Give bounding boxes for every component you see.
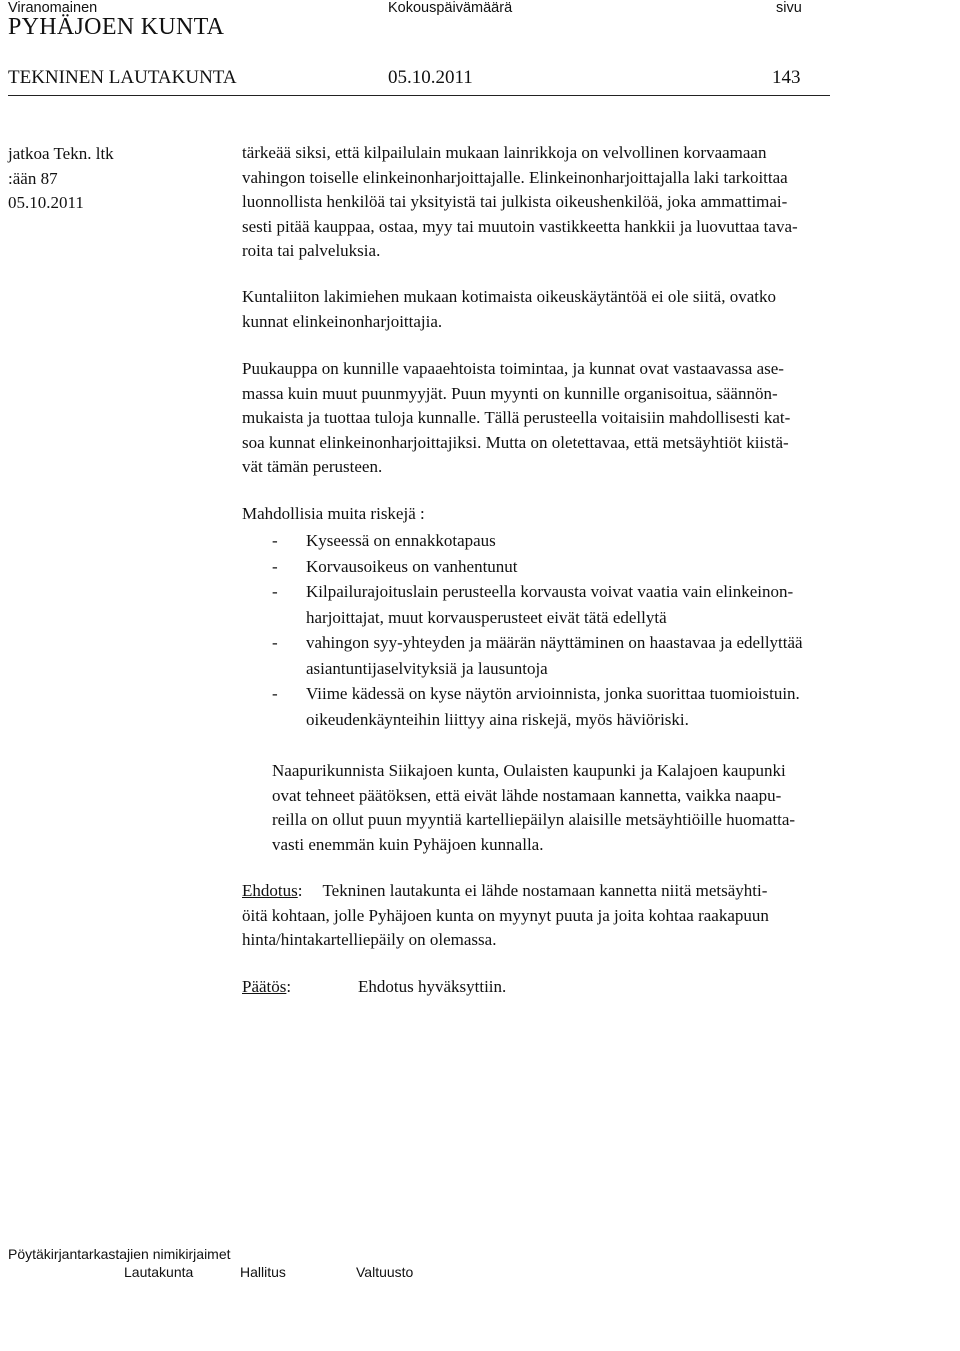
text-line: asiantuntijaselvityksiä ja lausuntoja	[306, 658, 548, 678]
footer-signatures-label: Pöytäkirjantarkastajien nimikirjaimet	[8, 1246, 231, 1262]
decision-colon: :	[286, 977, 292, 996]
neighbors-paragraph	[272, 759, 912, 857]
footer-col-lautakunta: Lautakunta	[124, 1264, 194, 1280]
text-line: mukaista ja tuottaa tuloja kunnalle. Tällä perusteella voitaisiin mahdollisesti kat-	[242, 408, 791, 427]
decision-label: Päätös	[242, 977, 287, 996]
margin-note-line2: :ään 87	[8, 169, 58, 188]
proposal-colon: :	[297, 881, 303, 900]
text-line: Korvausoikeus on vanhentunut	[306, 556, 518, 576]
meeting-date: 05.10.2011	[388, 67, 473, 88]
list-dash: -	[272, 582, 278, 601]
text-line: ovat tehneet päätöksen, että eivät lähde nostamaan kannetta, vaikka naapu-	[272, 785, 782, 805]
list-item	[272, 579, 912, 630]
text-line: vahingon toiselle elinkeinonharjoittajalle. Elinkeinonharjoittajalla laki tarkoittaa	[242, 167, 788, 187]
header-label-meeting-date: Kokouspäivämäärä	[388, 0, 513, 16]
proposal-label: Ehdotus	[242, 881, 298, 900]
text-line: massa kuin muut puunmyyjät. Puun myynti on kunnille organisoitua, säännön-	[242, 383, 778, 403]
list-item	[272, 528, 912, 554]
proposal-first-line	[242, 879, 907, 904]
margin-note-line3: 05.10.2011	[8, 193, 84, 212]
proposal-section	[242, 879, 907, 953]
text-line: soa kunnat elinkeinonharjoittajiksi. Mutta on oletettavaa, että metsäyhtiöt kiistä-	[242, 432, 789, 452]
list-dash: -	[272, 556, 278, 576]
decision-text: Ehdotus hyväksyttiin.	[358, 977, 507, 996]
text-line: hinta/hintakartelliepäily on olemassa.	[242, 930, 497, 949]
decision-label-wrap	[242, 975, 291, 999]
intro-paragraph	[242, 141, 907, 264]
text-line: vät tämän perusteen.	[242, 457, 383, 476]
committee-name: TEKNINEN LAUTAKUNTA	[8, 67, 237, 88]
text-line: öitä kohtaan, jolle Pyhäjoen kunta on myynyt puuta ja joita kohtaa raakapuun	[242, 905, 769, 925]
page-number: 143	[772, 67, 801, 88]
list-item	[272, 630, 912, 681]
text-line: Naapurikunnista Siikajoen kunta, Oulaisten kaupunki ja Kalajoen kaupunki	[272, 761, 786, 780]
text-line: vahingon syy-yhteyden ja määrän näyttäminen on haastavaa ja edellyttää	[306, 633, 803, 652]
proposal-text: Tekninen lautakunta ei lähde nostamaan kannetta niitä metsäyhti-	[322, 881, 768, 900]
list-item	[272, 681, 912, 732]
text-line: sesti pitää kauppaa, ostaa, myy tai muutoin vastikkeetta hankkii ja luovuttaa tava-	[242, 216, 798, 236]
kuntaliitto-paragraph	[242, 285, 907, 334]
text-line: Viime kädessä on kyse näytön arvioinnista, jonka suorittaa tuomioistuin.	[306, 684, 800, 703]
list-dash: -	[272, 531, 278, 550]
footer-col-valtuusto: Valtuusto	[356, 1264, 414, 1280]
text-line: Puukauppa on kunnille vapaaehtoista toimintaa, ja kunnat ovat vastaavassa ase-	[242, 359, 784, 378]
footer-col-hallitus: Hallitus	[240, 1264, 286, 1280]
text-line: vasti enemmän kuin Pyhäjoen kunnalla.	[272, 834, 544, 854]
margin-note-line1: jatkoa Tekn. ltk	[8, 144, 114, 163]
organization-name: PYHÄJOEN KUNTA	[8, 14, 225, 40]
text-line: luonnollista henkilöä tai yksityistä tai julkista oikeushenkilöä, joka ammattimai-	[242, 192, 788, 211]
text-line: oikeudenkäynteihin liittyy aina riskejä, myös häviöriski.	[306, 709, 689, 729]
text-line: reilla on ollut puun myyntiä kartelliepäilyn alaisille metsäyhtiöille huomatta-	[272, 810, 796, 829]
list-item	[272, 554, 912, 580]
text-line: tärkeää siksi, että kilpailulain mukaan lainrikkoja on velvollinen korvaamaan	[242, 143, 767, 162]
header-label-page: sivu	[776, 0, 802, 16]
list-dash: -	[272, 684, 278, 703]
text-line: Kyseessä on ennakkotapaus	[306, 531, 496, 550]
text-line: harjoittajat, muut korvausperusteet eivät tätä edellytä	[306, 607, 667, 627]
risks-list	[272, 528, 912, 732]
risks-heading: Mahdollisia muita riskejä :	[242, 504, 425, 523]
puukauppa-paragraph	[242, 357, 907, 480]
text-line: roita tai palveluksia.	[242, 241, 381, 260]
text-line: Kilpailurajoituslain perusteella korvausta voivat vaatia vain elinkeinon-	[306, 582, 794, 601]
list-dash: -	[272, 633, 278, 652]
header-divider	[8, 95, 830, 96]
text-line: kunnat elinkeinonharjoittajia.	[242, 311, 443, 331]
text-line: Kuntaliiton lakimiehen mukaan kotimaista oikeuskäytäntöä ei ole siitä, ovatko	[242, 287, 776, 306]
header-label-authority: Viranomainen	[8, 0, 98, 16]
